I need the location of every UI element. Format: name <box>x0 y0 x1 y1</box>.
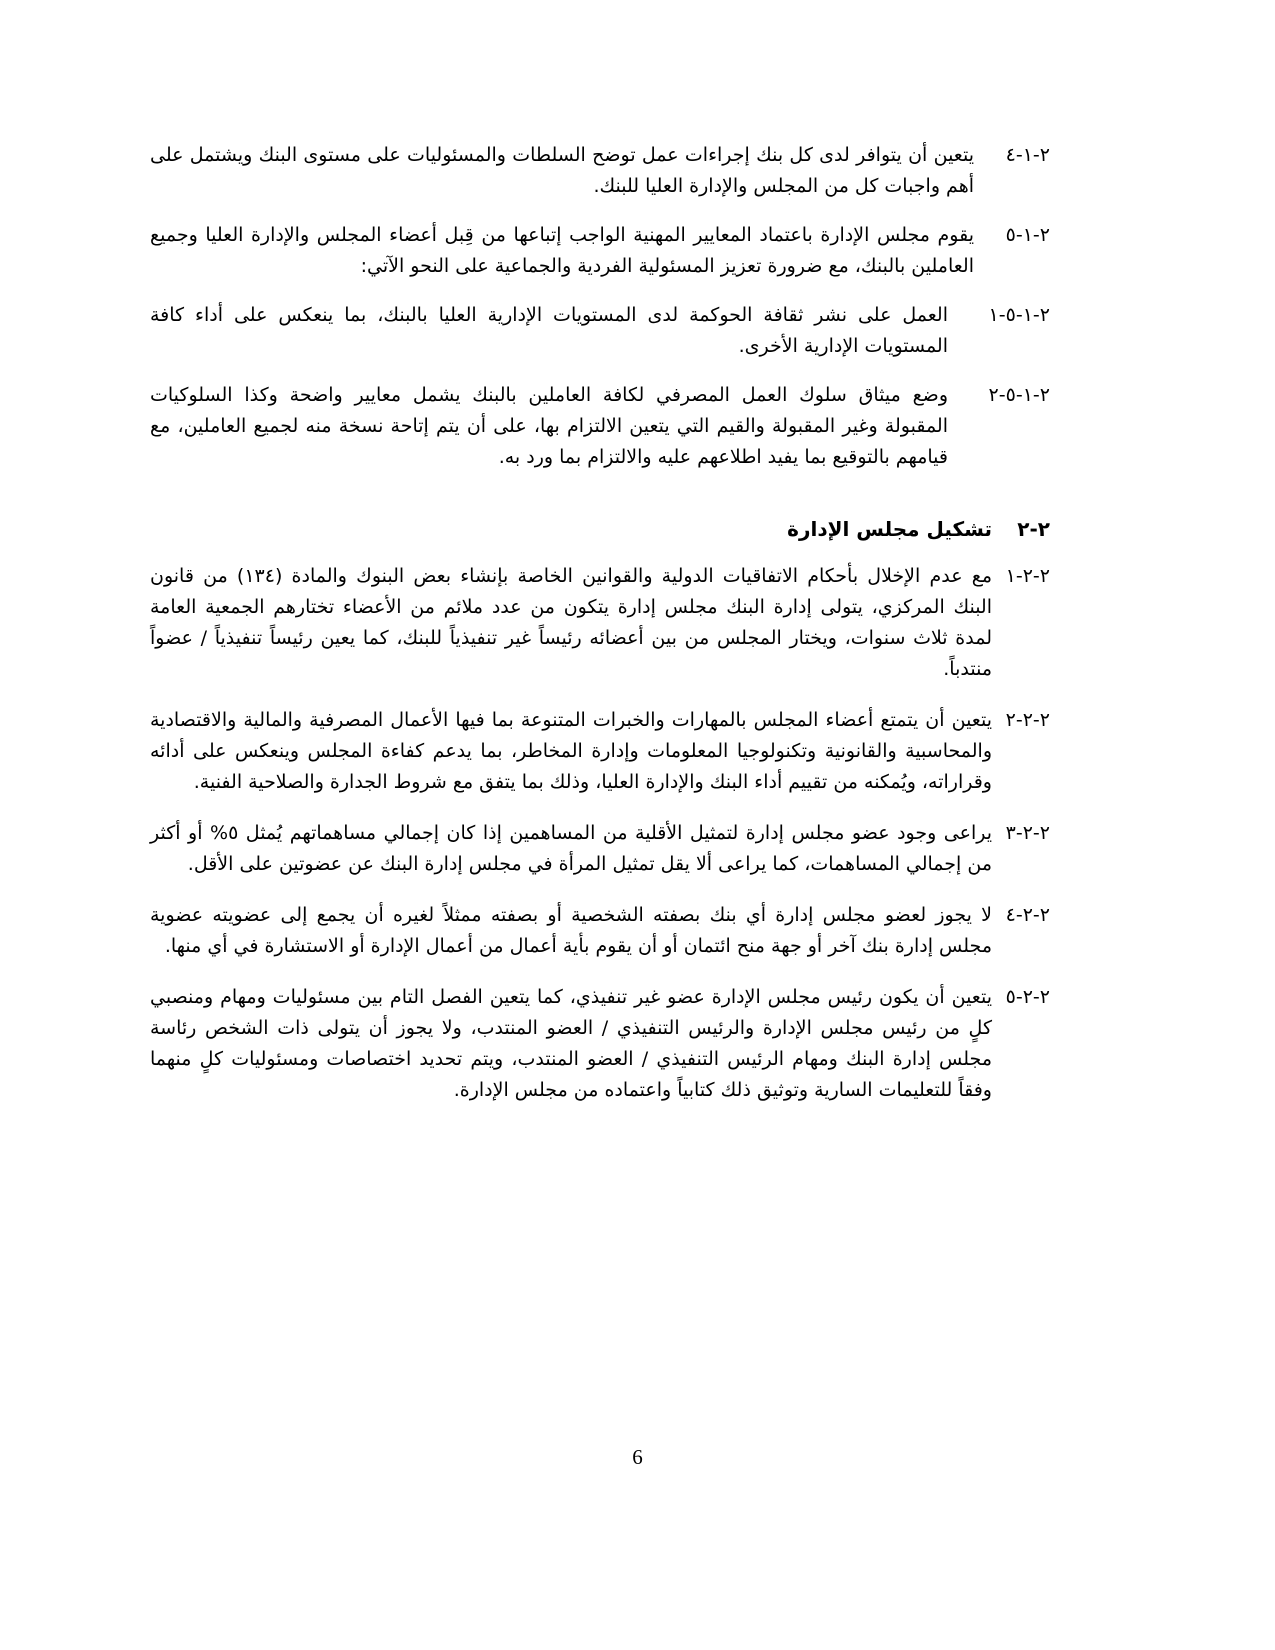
clause-text: يقوم مجلس الإدارة باعتماد المعايير المهنية الواجب إتباعها من قِبل أعضاء المجلس والإدارة العليا وجميع العاملين بالبنك، مع ضرورة تعزيز المسئولية الفردية والجماعية على النحو الآتي: <box>150 224 974 277</box>
spacer <box>150 491 1050 513</box>
clause-text: يتعين أن يكون رئيس مجلس الإدارة عضو غير تنفيذي، كما يتعين الفصل التام بين مسئوليات ومهام ومنصبي كلٍ من رئيس مجلس الإدارة والرئيس التنفيذي / العضو المنتدب، ولا يجوز أن يتولى ذات الشخص رئاسة مجلس إدارة البنك ومهام الرئيس التنفيذي / العضو المنتدب، ويتم تحديد اختصاصات ومسئوليات كلٍ منهما وفقاً للتعليمات السارية وتوثيق ذلك كتابياً واعتماده من مجلس الإدارة. <box>150 986 992 1101</box>
clause-2-1-5-2 <box>150 380 1050 473</box>
clause-text: لا يجوز لعضو مجلس إدارة أي بنك بصفته الشخصية أو بصفته ممثلاً لغيره أن يجمع إلى عضويته عضوية مجلس إدارة بنك آخر أو جهة منح ائتمان أو أن يقوم بأية أعمال من أعمال الإدارة أو الاستشارة في أي منها. <box>150 904 992 957</box>
clause-text: مع عدم الإخلال بأحكام الاتفاقيات الدولية والقوانين الخاصة بإنشاء بعض البنوك والمادة (١٣٤) من قانون البنك المركزي، يتولى إدارة البنك مجلس إدارة يتكون من عدد ملائم من الأعضاء تختارهم الجمعية العامة لمدة ثلاث سنوات، ويختار المجلس من بين أعضائه رئيساً غير تنفيذياً للبنك، كما يعين رئيساً تنفيذياً / عضواً منتدباً. <box>150 565 993 680</box>
clause-2-2-5 <box>150 982 1050 1106</box>
section-clauses <box>150 561 1050 1106</box>
clause-number: ٢-٢-٢ <box>1005 709 1050 731</box>
document-page <box>150 140 1050 1126</box>
clause-text: وضع ميثاق سلوك العمل المصرفي لكافة العاملين بالبنك يشمل معايير واضحة وكذا السلوكيات المقبولة وغير المقبولة والقيم التي يتعين الالتزام بها، على أن يتم إتاحة نسخة منه لجميع العاملين، مع قيامهم بالتوقيع بما يفيد اطلاعهم عليه والالتزام بما ورد به. <box>150 384 948 468</box>
clause-number: ٢-١-٤ <box>1005 144 1050 166</box>
clause-text: يتعين أن يتمتع أعضاء المجلس بالمهارات والخبرات المتنوعة بما فيها الأعمال المصرفية والمالية والاقتصادية والمحاسبية والقانونية وتكنولوجيا المعلومات وإدارة المخاطر، بما يدعم كفاءة المجلس وينعكس على أدائه وقراراته، ويُمكنه من تقييم أداء البنك والإدارة العليا، وذلك بما يتفق مع شروط الجدارة والصلاحية الفنية. <box>150 709 992 793</box>
clause-2-2-3 <box>150 818 1050 880</box>
clause-number: ٢-٢-١ <box>1005 565 1050 587</box>
clause-text: يتعين أن يتوافر لدى كل بنك إجراءات عمل توضح السلطات والمسئوليات على مستوى البنك ويشتمل على أهم واجبات كل من المجلس والإدارة العليا للبنك. <box>150 144 974 197</box>
clause-2-2-2 <box>150 705 1050 798</box>
section-title: تشكيل مجلس الإدارة <box>787 517 992 541</box>
clause-2-1-4 <box>150 140 1050 202</box>
clause-number: ٢-٢-٤ <box>1005 904 1050 926</box>
clause-number: ٢-١-٥-٢ <box>988 384 1050 406</box>
clause-number: ٢-٢-٥ <box>1005 986 1050 1008</box>
clause-text: يراعى وجود عضو مجلس إدارة لتمثيل الأقلية من المساهمين إذا كان إجمالي مساهماتهم يُمثل ٥% أو أكثر من إجمالي المساهمات، كما يراعى ألا يقل تمثيل المرأة في مجلس إدارة البنك عن عضوتين على الأقل. <box>150 822 992 875</box>
clause-2-1-5 <box>150 220 1050 282</box>
section-number: ٢-٢ <box>1017 517 1050 541</box>
clause-number: ٢-١-٥ <box>1005 224 1050 246</box>
section-heading <box>150 513 1050 545</box>
clause-text: العمل على نشر ثقافة الحوكمة لدى المستويات الإدارية العليا بالبنك، بما ينعكس على أداء كافة المستويات الإدارية الأخرى. <box>150 304 948 357</box>
clause-2-2-4 <box>150 900 1050 962</box>
clause-number: ٢-١-٥-١ <box>988 304 1050 326</box>
page-number: 6 <box>632 1445 643 1469</box>
clause-number: ٢-٢-٣ <box>1005 822 1050 844</box>
clause-2-2-1 <box>150 561 1050 685</box>
clause-2-1-5-1 <box>150 300 1050 362</box>
